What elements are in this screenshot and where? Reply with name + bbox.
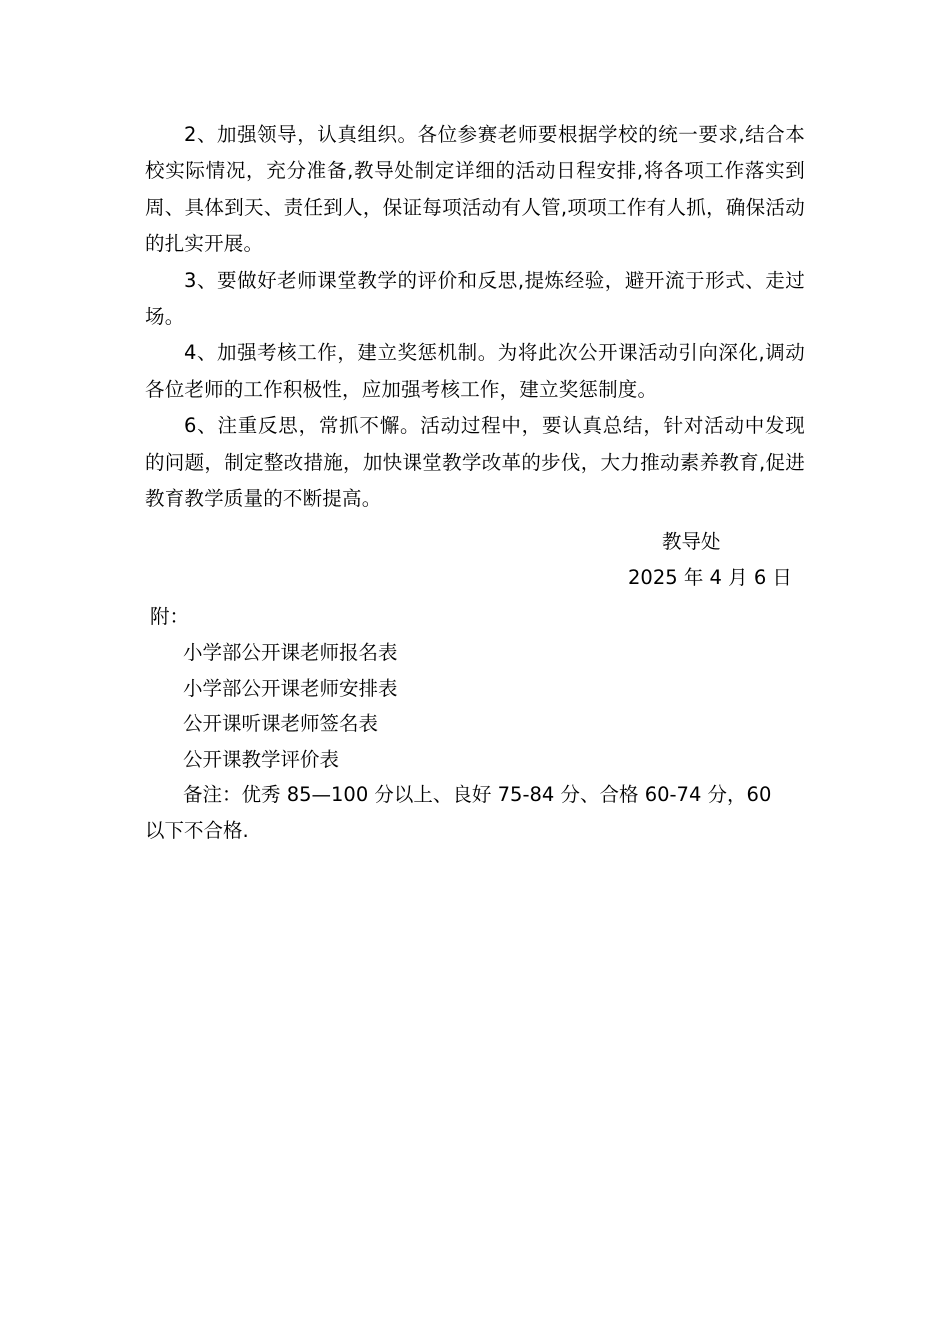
attachment-item: 小学部公开课老师报名表 — [183, 641, 398, 664]
signature-date: 2025 年 4 月 6 日 — [628, 566, 792, 589]
signature-department: 教导处 — [662, 530, 721, 553]
attachment-item: 公开课教学评价表 — [183, 747, 340, 771]
attachment-item: 公开课听课老师签名表 — [183, 712, 379, 735]
attachments-label: 附： — [150, 605, 190, 628]
attachments-list — [145, 635, 805, 777]
paragraph-reflection: 6、注重反思，常抓不懈。活动过程中，要认真总结，针对活动中发现的问题，制定整改措施，加快课堂教学改革的步伐，大力推动素养教育,促进教育教学质量的不断提高。 — [145, 414, 805, 511]
body-text — [145, 117, 805, 517]
paragraph-evaluation: 3、要做好老师课堂教学的评价和反思,提炼经验，避开流于形式、走过场。 — [145, 268, 805, 329]
paragraph-assessment: 4、加强考核工作，建立奖惩机制。为将此次公开课活动引向深化,调动各位老师的工作积极性，应加强考核工作，建立奖惩制度。 — [145, 341, 805, 401]
paragraph-leadership: 2、加强领导，认真组织。各位参赛老师要根据学校的统一要求,结合本校实际情况，充分准备,教导处制定详细的活动日程安排,将各项工作落实到周、具体到天、责任到人，保证每项活动有人管,项项工作有人抓，确保活动的扎实开展。 — [145, 123, 805, 256]
grading-note: 备注：优秀 85—100 分以上、良好 75-84 分、合格 60-74 分，60 以下不合格. — [145, 783, 772, 842]
attachment-item: 小学部公开课老师安排表 — [183, 676, 398, 700]
